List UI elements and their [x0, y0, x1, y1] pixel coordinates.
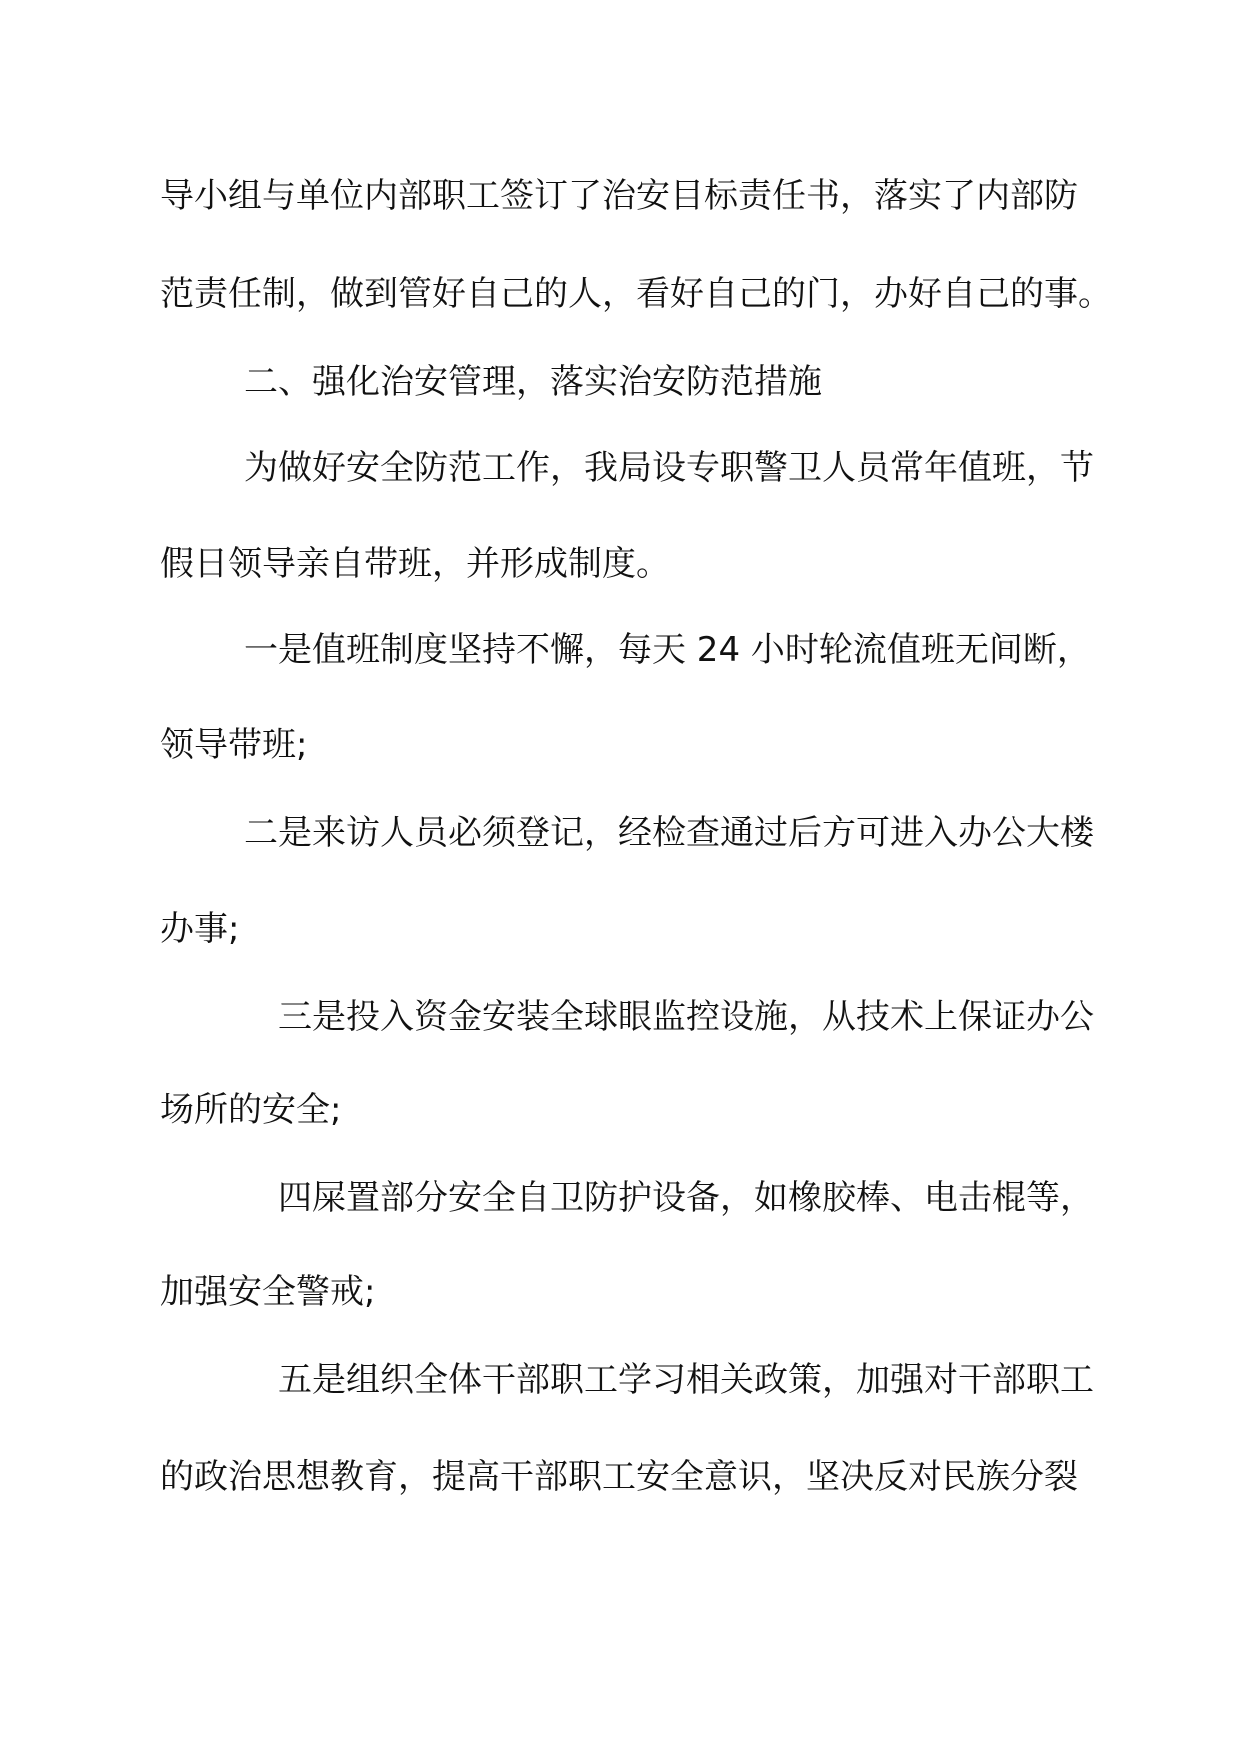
text-line: 四屎置部分安全自卫防护设备，如橡胶棒、电击棍等，	[278, 1178, 1094, 1218]
text-line: 一是值班制度坚持不懈，每天 24 小时轮流值班无间断，	[244, 630, 1091, 670]
text-line: 为做好安全防范工作，我局设专职警卫人员常年值班，节	[244, 448, 1094, 488]
text-line: 假日领导亲自带班，并形成制度。	[160, 544, 670, 584]
text-line: 范责任制，做到管好自己的人，看好自己的门，办好自己的事。	[160, 274, 1112, 314]
section-heading: 二、强化治安管理，落实治安防范措施	[244, 362, 822, 402]
text-line: 三是投入资金安装全球眼监控设施，从技术上保证办公	[278, 997, 1094, 1037]
text-line: 领导带班;	[160, 725, 308, 765]
text-line: 五是组织全体干部职工学习相关政策，加强对干部职工	[278, 1360, 1094, 1400]
text-line: 的政治思想教育，提高干部职工安全意识，坚决反对民族分裂	[160, 1457, 1078, 1497]
text-line: 加强安全警戒;	[160, 1272, 376, 1312]
text-line: 场所的安全;	[160, 1090, 342, 1130]
text-line: 办事;	[160, 909, 240, 949]
text-line: 导小组与单位内部职工签订了治安目标责任书，落实了内部防	[160, 176, 1078, 216]
text-line: 二是来访人员必须登记，经检查通过后方可进入办公大楼	[244, 813, 1094, 853]
